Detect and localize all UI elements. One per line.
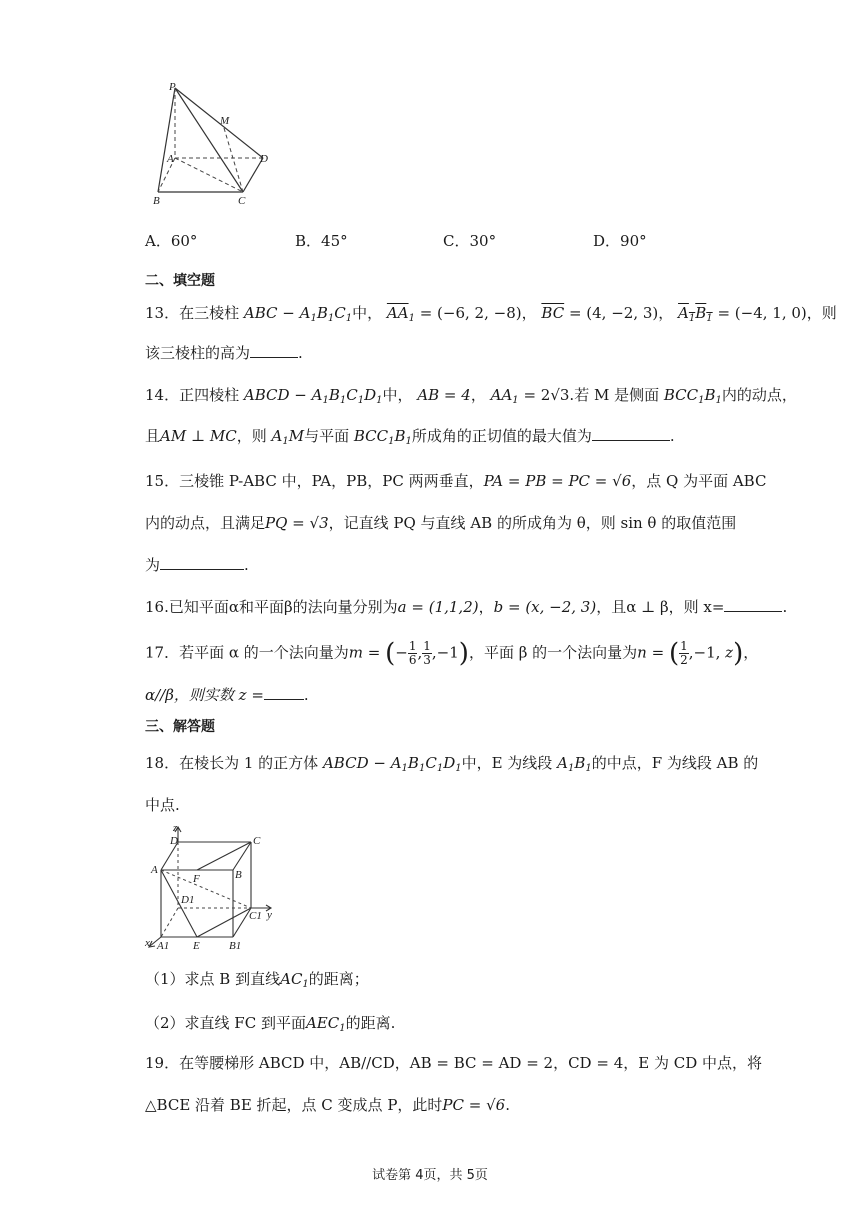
question-14: 14．正四棱柱 ABCD − $A_1B_1C_1D_1$中， AB = 4， $AA_1 = 2√3$.若 M 是侧面 $BCC_1B_1$内的动点， (145, 386, 797, 406)
label-b: B (235, 869, 242, 881)
label-c1: C1 (249, 910, 262, 922)
label-c: C (238, 195, 246, 207)
pyramid-figure (148, 78, 278, 208)
label-c: C (253, 835, 261, 847)
choice-b: B．45° (295, 232, 348, 250)
label-a: A (167, 153, 174, 165)
question-15-line2: 内的动点，且满足PQ = √3，记直线 PQ 与直线 AB 的所成角为 θ，则 sin θ 的取值范围 (145, 514, 737, 532)
section-answer: 三、解答题 (145, 719, 215, 735)
question-13-line2: 该三棱柱的高为 . (145, 344, 303, 362)
answer-blank-15[interactable] (160, 555, 244, 570)
question-16: 16.已知平面α和平面β的法向量分别为a = (1,1,2)，b = (x, −2, 3)，且α ⊥ β，则 x= . (145, 598, 788, 616)
label-b: B (153, 195, 160, 207)
label-y: y (267, 909, 272, 921)
edge-pd (175, 88, 263, 158)
edge-pb (158, 88, 175, 192)
label-x: x (145, 937, 150, 949)
label-a1: A1 (157, 940, 170, 952)
question-17-line2: α//β，则实数 z = . (145, 686, 309, 704)
question-17: 17．若平面 α 的一个法向量为m = (− $\frac{1}{6}$ , $\frac{1}{3}$ ,−1)，平面 β 的一个法向量为n = ( $\frac{1}{2}$ ,−1, z)， (145, 638, 759, 669)
label-d: D (170, 835, 178, 847)
question-18: 18．在棱长为 1 的正方体 ABCD − $A_1B_1C_1D_1$中，E 为线段 $A_1B_1$的中点，F 为线段 AB 的 (145, 754, 759, 774)
question-18-line2: 中点. (145, 796, 180, 814)
question-19-line2: △BCE 沿着 BE 折起，点 C 变成点 P，此时PC = √6. (145, 1096, 510, 1114)
section-fill-blank: 二、填空题 (145, 273, 215, 289)
cube-figure (143, 822, 283, 952)
label-d1: D1 (181, 894, 195, 906)
answer-blank-13[interactable] (250, 343, 298, 358)
choice-a: A．60° (145, 232, 198, 250)
choice-c: C．30° (443, 232, 497, 250)
edge-mc (224, 128, 243, 192)
label-b1: B1 (229, 940, 242, 952)
answer-blank-14[interactable] (592, 426, 670, 441)
label-f: F (193, 873, 200, 885)
question-18-part2: （2）求直线 FC 到平面$AEC_1$的距离. (145, 1014, 396, 1034)
question-15: 15．三棱锥 P-ABC 中，PA，PB，PC 两两垂直，PA = PB = PC = √6，点 Q 为平面 ABC (145, 472, 767, 490)
question-18-part1: （1）求点 B 到直线$AC_1$的距离； (145, 970, 369, 990)
label-d: D (260, 153, 268, 165)
label-m: M (220, 115, 230, 127)
question-14-line2: 且AM ⊥ MC，则 $A_1M$与平面 $BCC_1B_1$所成角的正切值的最大值为 . (145, 427, 675, 447)
label-p: P (169, 81, 176, 93)
question-15-line3: 为 . (145, 556, 249, 574)
answer-blank-16[interactable] (724, 597, 782, 612)
page-footer: 试卷第 4页，共 5页 (372, 1168, 488, 1183)
label-z: z (173, 822, 178, 834)
choice-d: D．90° (593, 232, 647, 250)
edge-ac (175, 158, 243, 192)
question-13: 13．在三棱柱 ABC − $A_1B_1C_1$中， $\overline{AA}_1 = (-6$, 2, −8)， $\overline{BC} = (4$, −2, 3)， $A_1B_1 = (-4$, 1, 0)，则 (145, 304, 837, 324)
answer-blank-17[interactable] (264, 685, 304, 700)
label-e: E (193, 940, 200, 952)
edge-pc (175, 88, 243, 192)
label-a: A (151, 864, 158, 876)
question-19: 19．在等腰梯形 ABCD 中，AB//CD，AB = BC = AD = 2，CD = 4，E 为 CD 中点，将 (145, 1054, 762, 1072)
